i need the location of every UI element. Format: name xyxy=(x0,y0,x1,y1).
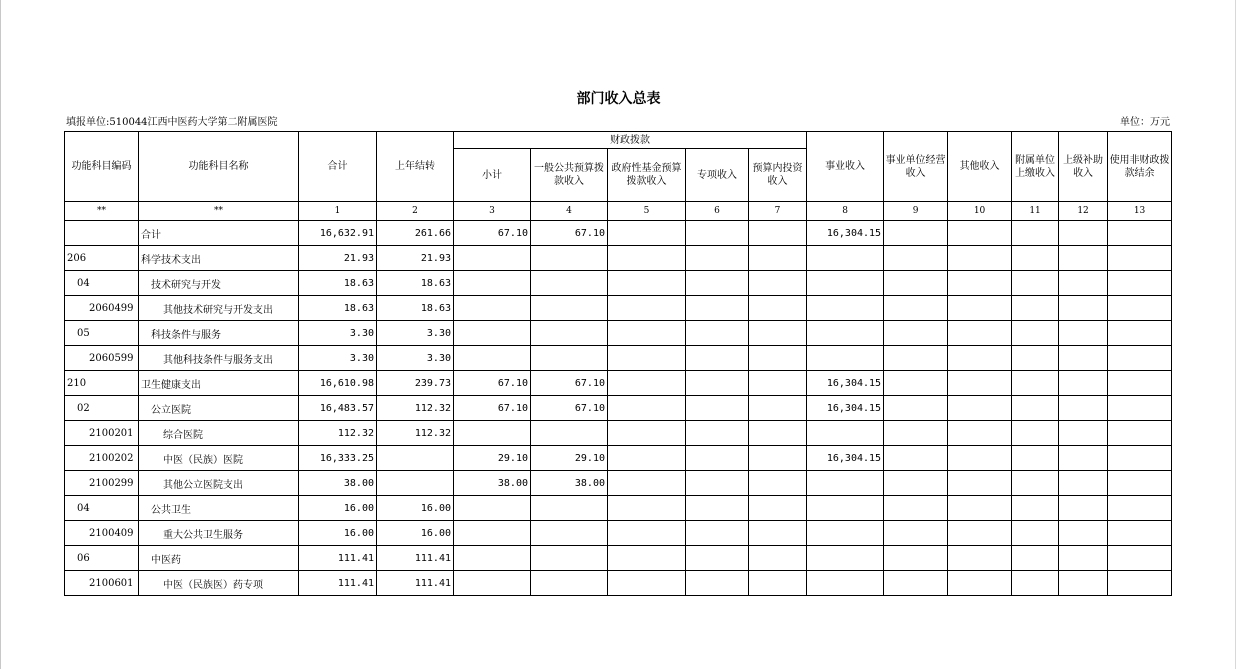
row-other-cell xyxy=(948,246,1012,271)
row-general-budget-cell xyxy=(531,296,608,321)
row-code-cell: 2060499 xyxy=(65,296,139,321)
row-other-cell xyxy=(948,546,1012,571)
row-carryover-cell: 3.30 xyxy=(377,321,454,346)
table-row xyxy=(65,271,1172,296)
row-operating-cell xyxy=(884,296,948,321)
row-carryover-cell: 239.73 xyxy=(377,371,454,396)
row-operating-cell xyxy=(884,371,948,396)
index-cell: 12 xyxy=(1059,202,1108,221)
row-budget-invest-cell xyxy=(749,221,807,246)
table-row xyxy=(65,371,1172,396)
row-special-cell xyxy=(686,371,749,396)
header-carryover: 上年结转 xyxy=(377,132,454,202)
row-name-cell: 技术研究与开发 xyxy=(139,271,299,296)
row-subtotal-cell xyxy=(454,571,531,596)
row-special-cell xyxy=(686,471,749,496)
row-business-cell xyxy=(807,546,884,571)
row-business-cell xyxy=(807,246,884,271)
row-nonfiscal-cell xyxy=(1108,521,1172,546)
row-carryover-cell xyxy=(377,471,454,496)
row-affiliated-cell xyxy=(1012,346,1059,371)
header-nonfiscal: 使用非财政拨款结余 xyxy=(1108,132,1172,202)
row-gov-fund-cell xyxy=(608,246,686,271)
table-row xyxy=(65,521,1172,546)
row-subtotal-cell xyxy=(454,296,531,321)
table-row xyxy=(65,396,1172,421)
index-cell: 13 xyxy=(1108,202,1172,221)
row-carryover-cell: 111.41 xyxy=(377,571,454,596)
row-other-cell xyxy=(948,271,1012,296)
row-nonfiscal-cell xyxy=(1108,421,1172,446)
row-special-cell xyxy=(686,321,749,346)
row-carryover-cell: 18.63 xyxy=(377,271,454,296)
row-operating-cell xyxy=(884,471,948,496)
index-cell: 7 xyxy=(749,202,807,221)
row-code-cell: 2100202 xyxy=(65,446,139,471)
row-special-cell xyxy=(686,421,749,446)
row-subtotal-cell: 38.00 xyxy=(454,471,531,496)
index-cell: 3 xyxy=(454,202,531,221)
row-budget-invest-cell xyxy=(749,346,807,371)
row-operating-cell xyxy=(884,496,948,521)
row-total-cell: 112.32 xyxy=(299,421,377,446)
row-budget-invest-cell xyxy=(749,571,807,596)
row-total-cell: 21.93 xyxy=(299,246,377,271)
row-affiliated-cell xyxy=(1012,221,1059,246)
row-name-cell: 其他公立医院支出 xyxy=(139,471,299,496)
row-special-cell xyxy=(686,346,749,371)
row-affiliated-cell xyxy=(1012,396,1059,421)
row-nonfiscal-cell xyxy=(1108,396,1172,421)
row-other-cell xyxy=(948,521,1012,546)
row-total-cell: 16,610.98 xyxy=(299,371,377,396)
row-affiliated-cell xyxy=(1012,471,1059,496)
row-affiliated-cell xyxy=(1012,496,1059,521)
row-nonfiscal-cell xyxy=(1108,571,1172,596)
table-row xyxy=(65,421,1172,446)
table-row xyxy=(65,546,1172,571)
row-carryover-cell: 3.30 xyxy=(377,346,454,371)
row-other-cell xyxy=(948,421,1012,446)
row-carryover-cell: 18.63 xyxy=(377,296,454,321)
row-nonfiscal-cell xyxy=(1108,296,1172,321)
row-nonfiscal-cell xyxy=(1108,221,1172,246)
row-total-cell: 16.00 xyxy=(299,521,377,546)
header-total: 合计 xyxy=(299,132,377,202)
row-code-cell: 2100601 xyxy=(65,571,139,596)
row-general-budget-cell xyxy=(531,521,608,546)
row-code-cell: 2100201 xyxy=(65,421,139,446)
row-carryover-cell: 112.32 xyxy=(377,421,454,446)
row-general-budget-cell xyxy=(531,271,608,296)
row-other-cell xyxy=(948,346,1012,371)
row-nonfiscal-cell xyxy=(1108,346,1172,371)
row-total-cell: 111.41 xyxy=(299,571,377,596)
row-operating-cell xyxy=(884,321,948,346)
row-affiliated-cell xyxy=(1012,271,1059,296)
row-business-cell xyxy=(807,321,884,346)
income-summary-table xyxy=(64,131,1172,596)
row-budget-invest-cell xyxy=(749,296,807,321)
row-subtotal-cell: 67.10 xyxy=(454,396,531,421)
row-superior-cell xyxy=(1059,471,1108,496)
row-subtotal-cell xyxy=(454,321,531,346)
row-nonfiscal-cell xyxy=(1108,546,1172,571)
row-affiliated-cell xyxy=(1012,371,1059,396)
row-other-cell xyxy=(948,371,1012,396)
row-gov-fund-cell xyxy=(608,371,686,396)
row-code-cell: 2100409 xyxy=(65,521,139,546)
row-general-budget-cell xyxy=(531,346,608,371)
row-nonfiscal-cell xyxy=(1108,246,1172,271)
row-affiliated-cell xyxy=(1012,546,1059,571)
row-code-cell: 2060599 xyxy=(65,346,139,371)
row-superior-cell xyxy=(1059,396,1108,421)
row-budget-invest-cell xyxy=(749,496,807,521)
row-name-cell: 科学技术支出 xyxy=(139,246,299,271)
header-affiliated: 附属单位上缴收入 xyxy=(1012,132,1059,202)
row-total-cell: 3.30 xyxy=(299,321,377,346)
row-subtotal-cell xyxy=(454,421,531,446)
index-cell: ** xyxy=(65,202,139,221)
header-code: 功能科目编码 xyxy=(65,132,139,202)
header-gov-fund: 政府性基金预算拨款收入 xyxy=(608,149,686,202)
row-gov-fund-cell xyxy=(608,421,686,446)
row-carryover-cell: 112.32 xyxy=(377,396,454,421)
row-gov-fund-cell xyxy=(608,521,686,546)
row-budget-invest-cell xyxy=(749,246,807,271)
row-superior-cell xyxy=(1059,296,1108,321)
row-gov-fund-cell xyxy=(608,221,686,246)
row-budget-invest-cell xyxy=(749,421,807,446)
row-budget-invest-cell xyxy=(749,371,807,396)
header-subtotal: 小计 xyxy=(454,149,531,202)
row-operating-cell xyxy=(884,246,948,271)
index-cell: 8 xyxy=(807,202,884,221)
index-cell: 9 xyxy=(884,202,948,221)
row-budget-invest-cell xyxy=(749,471,807,496)
row-operating-cell xyxy=(884,446,948,471)
row-business-cell xyxy=(807,346,884,371)
row-total-cell: 16,333.25 xyxy=(299,446,377,471)
header-business: 事业收入 xyxy=(807,132,884,202)
row-carryover-cell: 16.00 xyxy=(377,521,454,546)
row-nonfiscal-cell xyxy=(1108,321,1172,346)
row-affiliated-cell xyxy=(1012,571,1059,596)
row-budget-invest-cell xyxy=(749,271,807,296)
header-general-budget: 一般公共预算拨款收入 xyxy=(531,149,608,202)
row-name-cell: 公共卫生 xyxy=(139,496,299,521)
row-other-cell xyxy=(948,221,1012,246)
row-other-cell xyxy=(948,496,1012,521)
row-subtotal-cell xyxy=(454,546,531,571)
row-code-cell: 05 xyxy=(65,321,139,346)
page-title: 部门收入总表 xyxy=(576,91,661,107)
row-gov-fund-cell xyxy=(608,396,686,421)
row-name-cell: 其他技术研究与开发支出 xyxy=(139,296,299,321)
row-total-cell: 16,483.57 xyxy=(299,396,377,421)
row-carryover-cell: 16.00 xyxy=(377,496,454,521)
row-operating-cell xyxy=(884,571,948,596)
row-code-cell: 02 xyxy=(65,396,139,421)
row-operating-cell xyxy=(884,546,948,571)
row-gov-fund-cell xyxy=(608,346,686,371)
row-superior-cell xyxy=(1059,246,1108,271)
row-operating-cell xyxy=(884,271,948,296)
row-code-cell: 2100299 xyxy=(65,471,139,496)
row-total-cell: 111.41 xyxy=(299,546,377,571)
row-other-cell xyxy=(948,446,1012,471)
reporting-unit: 填报单位:510044江西中医药大学第二附属医院 xyxy=(66,117,278,128)
row-budget-invest-cell xyxy=(749,546,807,571)
row-business-cell xyxy=(807,296,884,321)
row-superior-cell xyxy=(1059,371,1108,396)
row-gov-fund-cell xyxy=(608,296,686,321)
row-superior-cell xyxy=(1059,346,1108,371)
row-name-cell: 卫生健康支出 xyxy=(139,371,299,396)
row-total-cell: 18.63 xyxy=(299,296,377,321)
table-row xyxy=(65,471,1172,496)
row-carryover-cell xyxy=(377,446,454,471)
row-affiliated-cell xyxy=(1012,321,1059,346)
index-cell: 10 xyxy=(948,202,1012,221)
table-row xyxy=(65,321,1172,346)
header-superior: 上级补助收入 xyxy=(1059,132,1108,202)
table-row xyxy=(65,296,1172,321)
row-affiliated-cell xyxy=(1012,446,1059,471)
row-superior-cell xyxy=(1059,321,1108,346)
row-nonfiscal-cell xyxy=(1108,371,1172,396)
row-business-cell xyxy=(807,471,884,496)
row-superior-cell xyxy=(1059,546,1108,571)
row-nonfiscal-cell xyxy=(1108,446,1172,471)
row-nonfiscal-cell xyxy=(1108,271,1172,296)
row-superior-cell xyxy=(1059,446,1108,471)
row-name-cell: 中医（民族）医院 xyxy=(139,446,299,471)
index-cell: 2 xyxy=(377,202,454,221)
row-name-cell: 公立医院 xyxy=(139,396,299,421)
row-business-cell xyxy=(807,571,884,596)
currency-unit: 单位：万元 xyxy=(1120,117,1170,128)
row-budget-invest-cell xyxy=(749,321,807,346)
row-name-cell: 中医药 xyxy=(139,546,299,571)
row-other-cell xyxy=(948,296,1012,321)
row-name-cell: 其他科技条件与服务支出 xyxy=(139,346,299,371)
header-fiscal-group: 财政拨款 xyxy=(454,132,807,149)
row-superior-cell xyxy=(1059,421,1108,446)
row-other-cell xyxy=(948,321,1012,346)
row-subtotal-cell xyxy=(454,521,531,546)
row-code-cell: 210 xyxy=(65,371,139,396)
row-subtotal-cell: 29.10 xyxy=(454,446,531,471)
row-gov-fund-cell xyxy=(608,446,686,471)
row-carryover-cell: 111.41 xyxy=(377,546,454,571)
row-operating-cell xyxy=(884,521,948,546)
row-subtotal-cell xyxy=(454,246,531,271)
row-gov-fund-cell xyxy=(608,571,686,596)
row-code-cell: 04 xyxy=(65,496,139,521)
header-budget-invest: 预算内投资收入 xyxy=(749,149,807,202)
row-affiliated-cell xyxy=(1012,246,1059,271)
row-total-cell: 38.00 xyxy=(299,471,377,496)
row-subtotal-cell xyxy=(454,346,531,371)
row-operating-cell xyxy=(884,221,948,246)
index-row xyxy=(65,202,1172,221)
row-total-cell: 18.63 xyxy=(299,271,377,296)
row-general-budget-cell: 67.10 xyxy=(531,371,608,396)
row-special-cell xyxy=(686,246,749,271)
row-superior-cell xyxy=(1059,496,1108,521)
row-general-budget-cell: 29.10 xyxy=(531,446,608,471)
row-special-cell xyxy=(686,396,749,421)
row-general-budget-cell xyxy=(531,321,608,346)
row-gov-fund-cell xyxy=(608,321,686,346)
row-special-cell xyxy=(686,271,749,296)
row-gov-fund-cell xyxy=(608,546,686,571)
table-row xyxy=(65,221,1172,246)
row-name-cell: 中医（民族医）药专项 xyxy=(139,571,299,596)
row-operating-cell xyxy=(884,421,948,446)
row-affiliated-cell xyxy=(1012,296,1059,321)
row-general-budget-cell xyxy=(531,546,608,571)
row-name-cell: 合计 xyxy=(139,221,299,246)
table-row xyxy=(65,346,1172,371)
row-subtotal-cell xyxy=(454,271,531,296)
index-cell: 5 xyxy=(608,202,686,221)
row-special-cell xyxy=(686,571,749,596)
row-general-budget-cell: 38.00 xyxy=(531,471,608,496)
row-code-cell: 206 xyxy=(65,246,139,271)
row-special-cell xyxy=(686,446,749,471)
row-name-cell: 重大公共卫生服务 xyxy=(139,521,299,546)
row-business-cell: 16,304.15 xyxy=(807,371,884,396)
row-budget-invest-cell xyxy=(749,396,807,421)
row-budget-invest-cell xyxy=(749,446,807,471)
row-nonfiscal-cell xyxy=(1108,471,1172,496)
index-cell: 4 xyxy=(531,202,608,221)
table-row xyxy=(65,496,1172,521)
row-general-budget-cell: 67.10 xyxy=(531,221,608,246)
row-code-cell xyxy=(65,221,139,246)
row-total-cell: 16,632.91 xyxy=(299,221,377,246)
row-other-cell xyxy=(948,396,1012,421)
row-operating-cell xyxy=(884,346,948,371)
row-business-cell: 16,304.15 xyxy=(807,396,884,421)
row-affiliated-cell xyxy=(1012,421,1059,446)
table-row xyxy=(65,246,1172,271)
index-cell: 11 xyxy=(1012,202,1059,221)
row-general-budget-cell xyxy=(531,571,608,596)
row-name-cell: 综合医院 xyxy=(139,421,299,446)
row-name-cell: 科技条件与服务 xyxy=(139,321,299,346)
row-business-cell xyxy=(807,521,884,546)
row-special-cell xyxy=(686,496,749,521)
row-total-cell: 3.30 xyxy=(299,346,377,371)
row-carryover-cell: 261.66 xyxy=(377,221,454,246)
row-superior-cell xyxy=(1059,571,1108,596)
row-superior-cell xyxy=(1059,271,1108,296)
index-cell: 6 xyxy=(686,202,749,221)
row-special-cell xyxy=(686,521,749,546)
header-other: 其他收入 xyxy=(948,132,1012,202)
row-operating-cell xyxy=(884,396,948,421)
row-general-budget-cell: 67.10 xyxy=(531,396,608,421)
row-business-cell: 16,304.15 xyxy=(807,221,884,246)
row-special-cell xyxy=(686,221,749,246)
row-general-budget-cell xyxy=(531,496,608,521)
row-business-cell xyxy=(807,271,884,296)
row-other-cell xyxy=(948,571,1012,596)
table-row xyxy=(65,571,1172,596)
header-name: 功能科目名称 xyxy=(139,132,299,202)
row-code-cell: 06 xyxy=(65,546,139,571)
row-nonfiscal-cell xyxy=(1108,496,1172,521)
row-business-cell: 16,304.15 xyxy=(807,446,884,471)
row-gov-fund-cell xyxy=(608,271,686,296)
row-gov-fund-cell xyxy=(608,471,686,496)
header-operating: 事业单位经营收入 xyxy=(884,132,948,202)
row-general-budget-cell xyxy=(531,246,608,271)
index-cell: 1 xyxy=(299,202,377,221)
table-row xyxy=(65,446,1172,471)
row-general-budget-cell xyxy=(531,421,608,446)
row-superior-cell xyxy=(1059,221,1108,246)
row-special-cell xyxy=(686,546,749,571)
row-code-cell: 04 xyxy=(65,271,139,296)
row-gov-fund-cell xyxy=(608,496,686,521)
row-business-cell xyxy=(807,496,884,521)
row-affiliated-cell xyxy=(1012,521,1059,546)
row-subtotal-cell xyxy=(454,496,531,521)
index-cell: ** xyxy=(139,202,299,221)
row-budget-invest-cell xyxy=(749,521,807,546)
row-special-cell xyxy=(686,296,749,321)
row-subtotal-cell: 67.10 xyxy=(454,371,531,396)
row-carryover-cell: 21.93 xyxy=(377,246,454,271)
row-business-cell xyxy=(807,421,884,446)
row-total-cell: 16.00 xyxy=(299,496,377,521)
row-subtotal-cell: 67.10 xyxy=(454,221,531,246)
row-other-cell xyxy=(948,471,1012,496)
row-superior-cell xyxy=(1059,521,1108,546)
header-special: 专项收入 xyxy=(686,149,749,202)
